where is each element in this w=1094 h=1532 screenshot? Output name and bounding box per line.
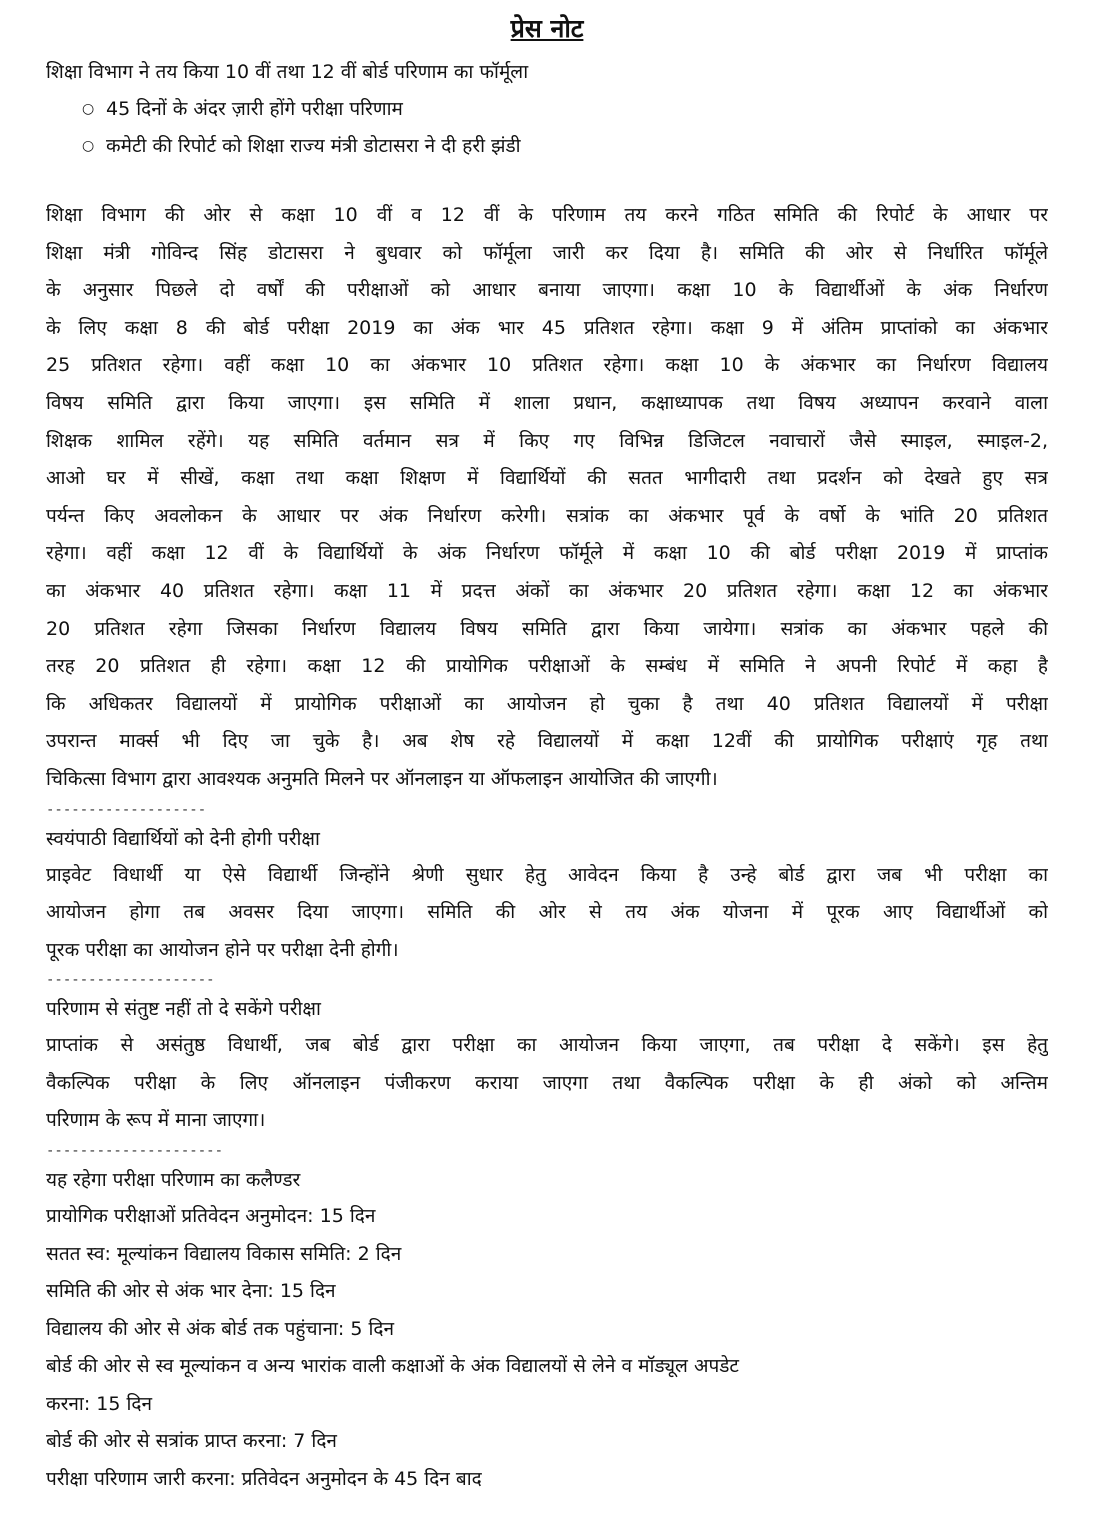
- calendar-item: समिति की ओर से अंक भार देना: 15 दिन: [46, 1280, 336, 1303]
- calendar-item: करना: 15 दिन: [46, 1392, 153, 1415]
- paragraph-line: प्राइवेट विधार्थी या ऐसे विद्यार्थी जिन्होंने श्रेणी सुधार हेतु आवेदन किया है उन्हे बोर्ड द्वारा जब भी परीक्षा का: [46, 863, 1048, 886]
- paragraph-line: 20 प्रतिशत रहेगा जिसका निर्धारण विद्यालय विषय समिति द्वारा किया जायेगा। सत्रांक का अंकभार पहले की: [46, 617, 1048, 640]
- section-heading-unsatisfied: परिणाम से संतुष्ट नहीं तो दे सकेंगे परीक्षा: [46, 998, 321, 1021]
- paragraph-line: उपरान्त मार्क्स भी दिए जा चुके है। अब शेष रहे विद्यालयों में कक्षा 12वीं की प्रायोगिक परीक्षाएं गृह तथा: [46, 730, 1048, 753]
- calendar-item: बोर्ड की ओर से सत्रांक प्राप्त करना: 7 दिन: [46, 1430, 337, 1453]
- document-title: प्रेस नोट: [510, 14, 584, 43]
- paragraph-line: के लिए कक्षा 8 की बोर्ड परीक्षा 2019 का अंक भार 45 प्रतिशत रहेगा। कक्षा 9 में अंतिम प्राप्तांको का अंकभार: [46, 316, 1048, 339]
- paragraph-line: रहेगा। वहीं कक्षा 12 वीं के विद्यार्थियों के अंक निर्धारण फॉर्मूले में कक्षा 10 की बोर्ड परीक्षा 2019 में प्राप्तांक: [46, 542, 1048, 565]
- calendar-list: [46, 1198, 1048, 1498]
- paragraph-line: पर्यन्त किए अवलोकन के आधार पर अंक निर्धारण करेगी। सत्रांक का अंकभार पूर्व के वर्षो के भांति 20 प्रतिशत: [46, 504, 1048, 527]
- headline: शिक्षा विभाग ने तय किया 10 वीं तथा 12 वीं बोर्ड परिणाम का फॉर्मूला: [46, 61, 529, 83]
- bullet-item: [82, 91, 1048, 128]
- calendar-item: प्रायोगिक परीक्षाओं प्रतिवेदन अनुमोदन: 15 दिन: [46, 1205, 376, 1228]
- circle-bullet-icon: ○: [82, 138, 95, 154]
- calendar-heading: यह रहेगा परीक्षा परिणाम का कलैण्डर: [46, 1169, 301, 1192]
- calendar-item: सतत स्व: मूल्यांकन विद्यालय विकास समिति: 2 दिन: [46, 1242, 402, 1265]
- separator-line: --------------------: [46, 972, 215, 989]
- paragraph-line: 25 प्रतिशत रहेगा। वहीं कक्षा 10 का अंकभार 10 प्रतिशत रहेगा। कक्षा 10 के अंकभार का निर्धारण विद्यालय: [46, 354, 1048, 377]
- separator-line: ---------------------: [46, 1143, 224, 1160]
- spacer: [46, 165, 1048, 197]
- separator-line: -------------------: [46, 801, 207, 818]
- paragraph-line: विषय समिति द्वारा किया जाएगा। इस समिति में शाला प्रधान, कक्षाध्यापक तथा विषय अध्यापन करवाने वाला: [46, 391, 1048, 414]
- section-unsatisfied-paragraph: [46, 1027, 1048, 1140]
- paragraph-line: परिणाम के रूप में माना जाएगा।: [46, 1109, 266, 1132]
- section-private-paragraph: [46, 857, 1048, 970]
- bullet-item: [82, 128, 1048, 165]
- bullet-text: कमेटी की रिपोर्ट को शिक्षा राज्य मंत्री डोटासरा ने दी हरी झंडी: [106, 135, 521, 157]
- paragraph-line: आयोजन होगा तब अवसर दिया जाएगा। समिति की ओर से तय अंक योजना में पूरक आए विद्यार्थीओं को: [46, 901, 1048, 924]
- paragraph-line: के अनुसार पिछले दो वर्षों की परीक्षाओं को आधार बनाया जाएगा। कक्षा 10 के विद्यार्थीओं के अंक निर्धारण: [46, 279, 1048, 302]
- main-paragraph: [46, 197, 1048, 799]
- paragraph-line: प्राप्तांक से असंतुष्ठ विधार्थी, जब बोर्ड द्वारा परीक्षा का आयोजन किया जाएगा, तब परीक्षा दे सकेंगे। इस हेतु: [46, 1034, 1048, 1057]
- calendar-item: विद्यालय की ओर से अंक बोर्ड तक पहुंचाना: 5 दिन: [46, 1317, 395, 1340]
- paragraph-line: शिक्षक शामिल रहेंगे। यह समिति वर्तमान सत्र में किए गए विभिन्न डिजिटल नवाचारों जैसे स्माइल, स्माइल-2,: [46, 429, 1048, 452]
- section-heading-private: स्वयंपाठी विद्यार्थियों को देनी होगी परीक्षा: [46, 827, 320, 850]
- paragraph-line: वैकल्पिक परीक्षा के लिए ऑनलाइन पंजीकरण कराया जाएगा तथा वैकल्पिक परीक्षा के ही अंको को अन्तिम: [46, 1071, 1048, 1094]
- calendar-item: परीक्षा परिणाम जारी करना: प्रतिवेदन अनुमोदन के 45 दिन बाद: [46, 1467, 482, 1490]
- paragraph-line: चिकित्सा विभाग द्वारा आवश्यक अनुमति मिलने पर ऑनलाइन या ऑफलाइन आयोजित की जाएगी।: [46, 767, 718, 790]
- paragraph-line: आओ घर में सीखें, कक्षा तथा कक्षा शिक्षण में विद्यार्थियों की सतत भागीदारी तथा प्रदर्शन को देखते हुए सत्र: [46, 467, 1048, 490]
- highlight-bullets: [46, 91, 1048, 165]
- circle-bullet-icon: ○: [82, 101, 95, 117]
- calendar-item: बोर्ड की ओर से स्व मूल्यांकन व अन्य भारांक वाली कक्षाओं के अंक विद्यालयों से लेने व मॉड्यूल अपडेट: [46, 1355, 740, 1378]
- paragraph-line: शिक्षा विभाग की ओर से कक्षा 10 वीं व 12 वीं के परिणाम तय करने गठित समिति की रिपोर्ट के आधार पर: [46, 204, 1048, 226]
- paragraph-line: पूरक परीक्षा का आयोजन होने पर परीक्षा देनी होगी।: [46, 938, 399, 961]
- paragraph-line: कि अधिकतर विद्यालयों में प्रायोगिक परीक्षाओं का आयोजन हो चुका है तथा 40 प्रतिशत विद्यालयों में परीक्षा: [46, 692, 1048, 715]
- bullet-text: 45 दिनों के अंदर ज़ारी होंगे परीक्षा परिणाम: [106, 98, 403, 120]
- paragraph-line: शिक्षा मंत्री गोविन्द सिंह डोटासरा ने बुधवार को फॉर्मूला जारी कर दिया है। समिति की ओर से निर्धारित फॉर्मूले: [46, 241, 1048, 264]
- paragraph-line: का अंकभार 40 प्रतिशत रहेगा। कक्षा 11 में प्रदत्त अंकों का अंकभार 20 प्रतिशत रहेगा। कक्षा 12 का अंकभार: [46, 579, 1048, 602]
- paragraph-line: तरह 20 प्रतिशत ही रहेगा। कक्षा 12 की प्रायोगिक परीक्षाओं के सम्बंध में समिति ने अपनी रिपोर्ट में कहा है: [46, 655, 1048, 678]
